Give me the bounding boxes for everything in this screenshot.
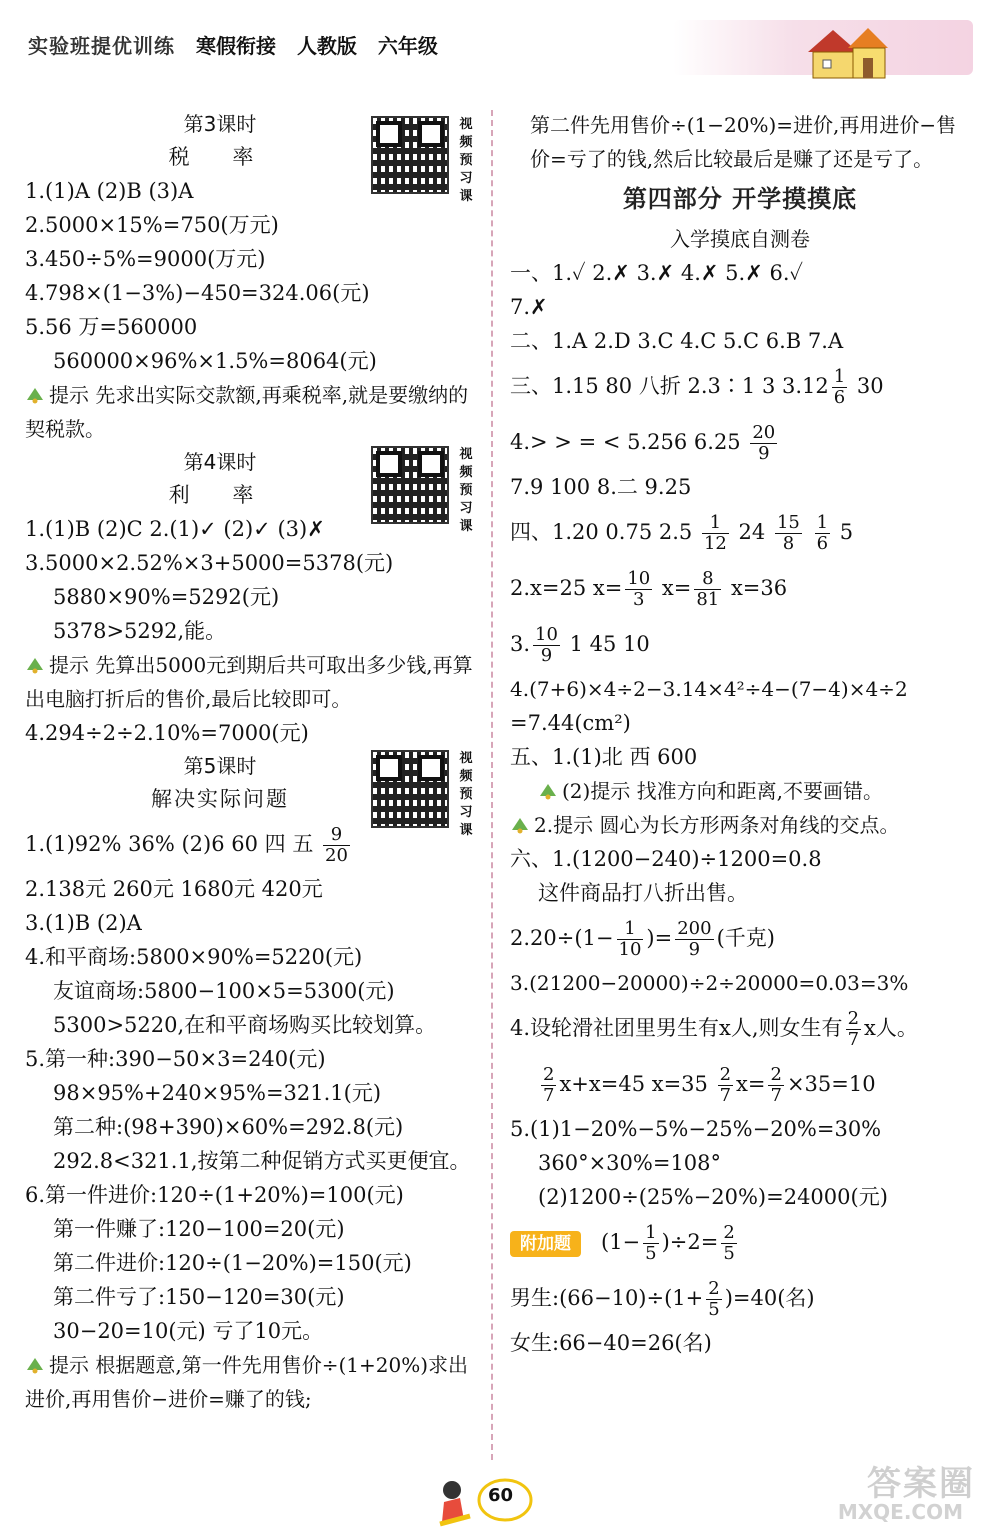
hint-bell-icon (510, 816, 530, 834)
page-number: 60 (488, 1485, 514, 1506)
fraction: $\frac{2}{7}$ (543, 1064, 555, 1106)
answer-line: 第二件进价:120÷(1−20%)=150(元) (53, 1251, 412, 1275)
answer-line (510, 414, 970, 470)
right-column (510, 108, 970, 1360)
column-divider (491, 110, 493, 1460)
fraction: $\frac{2}{7}$ (847, 1008, 860, 1050)
hint-continued: 第二件先用售价÷(1−20%)=进价,再用进价−售价=亏了的钱,然后比较最后是赚了还是亏了。 (530, 113, 957, 171)
left-column (25, 108, 485, 1416)
fraction: $\frac{20}{9}$ (752, 422, 776, 464)
hint-text: 提示 先求出实际交款额,再乘税率,就是要缴纳的契税款。 (25, 383, 469, 441)
answer-line (510, 1000, 970, 1056)
answer-text: 3. (510, 632, 531, 656)
header-item-2: 人教版 (296, 34, 357, 58)
answer-text: (1− (601, 1230, 641, 1254)
answer-line: 5.56 万=560000 (25, 315, 198, 339)
hint-lesson-4 (25, 648, 485, 716)
answer-text: 30 (856, 374, 884, 398)
answer-line: 98×95%+240×95%=321.1(元) (53, 1081, 382, 1105)
answer-text: 5 (839, 520, 854, 544)
house-icon (803, 22, 893, 82)
watermark: 答案圈 (867, 1464, 975, 1504)
answer-line: 这件商品打八折出售。 (538, 881, 748, 905)
answer-line: =7.44(cm²) (510, 711, 631, 735)
fraction: $\frac{2}{5}$ (723, 1222, 735, 1264)
lesson-4-subtitle: 利 率 (168, 483, 272, 507)
bonus-badge: 附加题 (510, 1231, 581, 1257)
answer-line: 30−20=10(元) 亏了10元。 (53, 1319, 324, 1343)
answer-text: x人。 (864, 1016, 918, 1040)
fraction: $\frac{2}{5}$ (708, 1278, 720, 1320)
answer-line: 二、1.A 2.D 3.C 4.C 5.C 6.B 7.A (510, 329, 844, 353)
answer-line: 第一件赚了:120−100=20(元) (53, 1217, 345, 1241)
answer-line: 560000×96%×1.5%=8064(元) (53, 349, 377, 373)
header-item-1: 寒假衔接 (195, 34, 276, 58)
answer-line (510, 1270, 970, 1326)
qr-code-icon (371, 446, 449, 524)
fraction: $\frac{10}{9}$ (535, 624, 558, 666)
hint-bell-icon (25, 656, 45, 674)
hint-bell-icon (25, 1356, 45, 1374)
bonus-line (510, 1214, 970, 1270)
answer-line (510, 774, 970, 808)
answer-line: 1.(1)A (2)B (3)A (25, 179, 194, 203)
answer-text: x+x=45 x=35 (559, 1072, 708, 1096)
answer-text: 4.设轮滑社团里男生有x人,则女生有 (510, 1016, 843, 1040)
lesson-3 (25, 108, 485, 446)
quiz-title: 入学摸底自测卷 (670, 227, 810, 251)
fraction: $\frac{2}{7}$ (719, 1064, 732, 1106)
lesson-4-title: 第4课时 (183, 450, 257, 474)
answer-line (510, 358, 970, 414)
answer-line: 第二件亏了:150−120=30(元) (53, 1285, 345, 1309)
answer-line: 1.(1)B (2)C 2.(1)✓ (2)✓ (3)✗ (25, 517, 325, 541)
answer-line: 5378>5292,能。 (53, 619, 227, 643)
answer-text: 4.> > = < 5.256 6.25 (510, 430, 741, 454)
fraction: $\frac{2}{7}$ (770, 1064, 782, 1106)
qr-code-icon (371, 116, 449, 194)
answer-text: 1 45 10 (569, 632, 650, 656)
lesson-3-title: 第3课时 (183, 112, 257, 136)
qr-code-lesson-4[interactable] (371, 446, 481, 532)
answer-line (510, 504, 970, 560)
answer-line (510, 1056, 970, 1112)
answer-text: ×35=10 (786, 1072, 876, 1096)
fraction: $\frac{200}{9}$ (677, 918, 712, 960)
fraction: $\frac{10}{3}$ (627, 568, 651, 610)
answer-line: 3.(1)B (2)A (25, 911, 142, 935)
answer-line: 3.450÷5%=9000(万元) (25, 247, 266, 271)
lesson-5 (25, 750, 485, 1416)
part-title: 第四部分 开学摸摸底 (622, 185, 858, 213)
answer-text: x= (736, 1072, 766, 1096)
page-header (0, 0, 993, 90)
hint-lesson-5 (25, 1348, 485, 1416)
header-item-3: 六年级 (377, 34, 438, 58)
lesson-5-subtitle: 解决实际问题 (151, 787, 289, 811)
answer-line: 2.5000×15%=750(万元) (25, 213, 279, 237)
fraction: $\frac{8}{81}$ (696, 568, 720, 610)
answer-text: x= (661, 576, 692, 600)
fraction: $\frac{1}{6}$ (816, 512, 829, 554)
fraction: $\frac{1}{10}$ (618, 918, 642, 960)
qr-code-lesson-3[interactable] (371, 116, 481, 202)
answer-line: 3.5000×2.52%×3+5000=5378(元) (25, 551, 394, 575)
answer-text: 2.x=25 x= (510, 576, 623, 600)
lesson-5-title: 第5课时 (183, 754, 257, 778)
answer-line: 7.9 100 8.二 9.25 (510, 475, 692, 499)
answer-line: 4.(7+6)×4÷2−3.14×4²÷4−(7−4)×4÷2 (510, 677, 908, 701)
lesson-4 (25, 446, 485, 750)
answer-line: 六、1.(1200−240)÷1200=0.8 (510, 847, 822, 871)
hint-bell-icon (538, 782, 558, 800)
hint-text: 2.提示 圆心为长方形两条对角线的交点。 (534, 813, 900, 837)
answer-text: x=36 (730, 576, 788, 600)
answer-text: 24 (738, 520, 766, 544)
answer-line: 360°×30%=108° (538, 1151, 722, 1175)
answer-line: 一、1.✓ 2.✗ 3.✗ 4.✗ 5.✗ 6.✓ (510, 261, 804, 285)
answer-line (510, 616, 970, 672)
qr-code-icon (371, 750, 449, 828)
answer-line: 292.8<321.1,按第二种促销方式买更便宜。 (53, 1149, 471, 1173)
fraction: $\frac{1}{12}$ (703, 512, 727, 554)
qr-label: 视频预习课 (459, 117, 473, 204)
answer-line: 5.(1)1−20%−5%−25%−20%=30% (510, 1117, 882, 1141)
qr-label: 视频预习课 (459, 751, 473, 838)
answer-line: (2)1200÷(25%−20%)=24000(元) (538, 1185, 888, 1209)
qr-label: 视频预习课 (459, 447, 473, 534)
answer-text: 三、1.15 80 八折 2.3∶1 3 3.12 (510, 374, 829, 398)
answer-line: 友谊商场:5800−100×5=5300(元) (53, 979, 395, 1003)
answer-text: 男生:(66−10)÷(1+ (510, 1286, 704, 1310)
watermark-url: MXQE.COM (837, 1500, 963, 1524)
answer-text: (千克) (716, 926, 775, 950)
hint-bell-icon (25, 386, 45, 404)
answer-line: 5880×90%=5292(元) (53, 585, 280, 609)
answer-line: 2.138元 260元 1680元 420元 (25, 877, 323, 901)
answer-line: 7.✗ (510, 295, 548, 319)
answer-line: 5300>5220,在和平商场购买比较划算。 (53, 1013, 437, 1037)
answer-text: 四、1.20 0.75 2.5 (510, 520, 693, 544)
answer-text: )= (646, 926, 673, 950)
answer-text: )=40(名) (724, 1286, 815, 1310)
fraction: $\frac{1}{5}$ (645, 1222, 657, 1264)
qr-code-lesson-5[interactable] (371, 750, 481, 836)
answer-line: 五、1.(1)北 西 600 (510, 745, 698, 769)
answer-line: 3.(21200−20000)÷2÷20000=0.03=3% (510, 971, 909, 995)
answer-line: 6.第一件进价:120÷(1+20%)=100(元) (25, 1183, 404, 1207)
answer-line: 4.和平商场:5800×90%=5220(元) (25, 945, 363, 969)
answer-line (510, 560, 970, 616)
hint-text: 提示 先算出5000元到期后共可取出多少钱,再算出电脑打折后的售价,最后比较即可。 (25, 653, 473, 711)
answer-text: )÷2= (661, 1230, 719, 1254)
answer-line: 4.798×(1−3%)−450=324.06(元) (25, 281, 370, 305)
answer-text: 1.(1)92% 36% (2)6 60 四 五 (25, 832, 314, 856)
hint-lesson-3 (25, 378, 485, 446)
answer-line (510, 910, 970, 966)
brand-name: 实验班提优训练 (28, 34, 175, 58)
fraction: $\frac{1}{6}$ (833, 366, 846, 408)
fraction: $\frac{15}{8}$ (776, 512, 800, 554)
answer-line: 4.294÷2÷2.10%=7000(元) (25, 721, 309, 745)
answer-text: 2.20÷(1− (510, 926, 614, 950)
answer-line: 第二种:(98+390)×60%=292.8(元) (53, 1115, 404, 1139)
lesson-3-subtitle: 税 率 (168, 145, 272, 169)
answer-line: 女生:66−40=26(名) (510, 1331, 712, 1355)
answer-line (510, 808, 970, 842)
fraction: $\frac{9}{20}$ (325, 824, 348, 866)
hint-text: 提示 根据题意,第一件先用售价÷(1+20%)求出进价,再用售价−进价=赚了的钱; (25, 1353, 469, 1411)
hint-text: (2)提示 找准方向和距离,不要画错。 (562, 779, 884, 803)
answer-line: 5.第一种:390−50×3=240(元) (25, 1047, 326, 1071)
header-title (28, 30, 452, 59)
